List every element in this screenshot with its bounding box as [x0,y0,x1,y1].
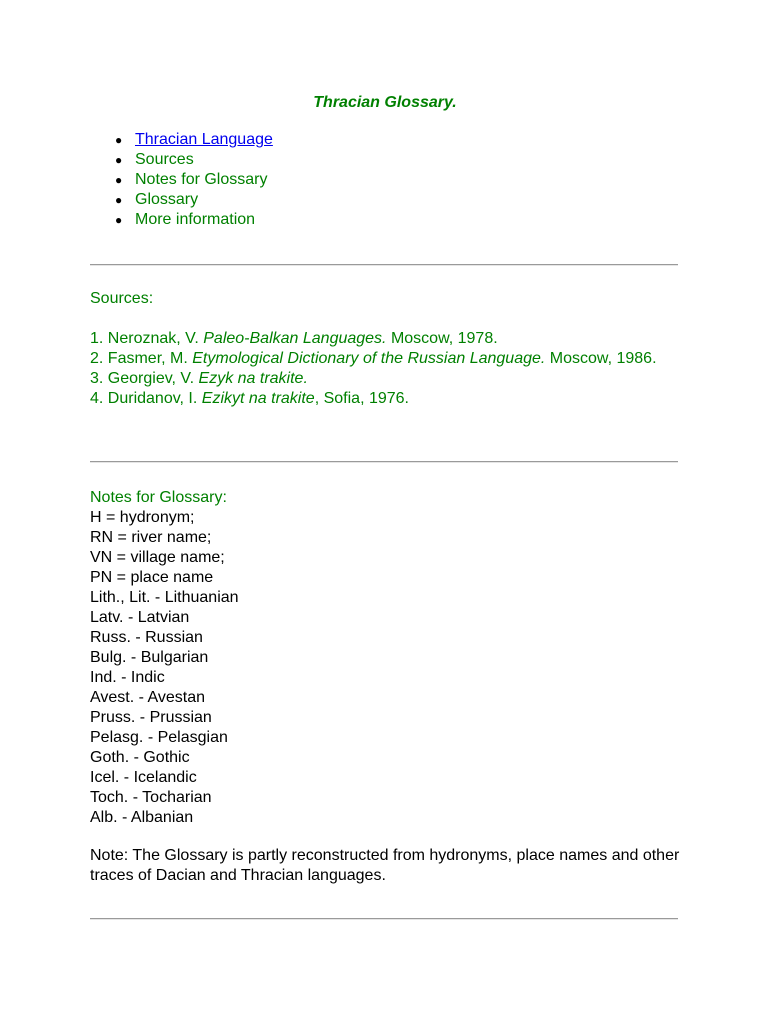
bullet-icon: ● [115,153,123,167]
glossary-link[interactable]: Glossary [135,191,199,208]
page-title: Thracian Glossary. [313,94,457,111]
toc-item-thracian-language[interactable] [90,130,273,150]
source-title: Paleo-Balkan Languages. [203,330,387,347]
source-title: Ezikyt na trakite [201,390,315,407]
note-line: Pelasg. - Pelasgian [90,729,228,746]
bullet-icon: ● [115,213,123,227]
notes-link[interactable]: Notes for Glossary [135,171,268,188]
divider [90,264,678,266]
note-line: Russ. - Russian [90,629,203,646]
bullet-icon: ● [115,173,123,187]
bullet-icon: ● [115,133,123,147]
note-line: Avest. - Avestan [90,689,206,706]
notes-section [90,488,680,886]
source-item [90,369,680,389]
source-author: 4. Duridanov, I. [90,390,202,407]
note-line: Latv. - Latvian [90,609,190,626]
note-line: Icel. - Icelandic [90,769,197,786]
source-publication: Moscow, 1978. [386,330,498,347]
sources-heading: Sources: [90,290,154,307]
sources-section [90,289,680,409]
toc-item-sources[interactable] [90,150,273,170]
note-line: H = hydronym; [90,509,195,526]
note-line: Pruss. - Prussian [90,709,212,726]
divider [90,461,678,463]
thracian-language-link[interactable]: Thracian Language [135,131,273,148]
divider [90,918,678,920]
source-author: 1. Neroznak, V. [90,330,204,347]
toc-item-glossary[interactable] [90,190,273,210]
toc-item-more-information[interactable] [90,210,273,230]
note-line: Lith., Lit. - Lithuanian [90,589,239,606]
note-line: PN = place name [90,569,214,586]
note-line: RN = river name; [90,529,212,546]
source-author: 3. Georgiev, V. [90,370,199,387]
note-line: VN = village name; [90,549,225,566]
source-title: Etymological Dictionary of the Russian Language. [192,350,546,367]
source-publication: , Sofia, 1976. [314,390,409,407]
table-of-contents [90,130,273,230]
note-line: Toch. - Tocharian [90,789,212,806]
note-line: Ind. - Indic [90,669,165,686]
source-item [90,389,680,409]
bullet-icon: ● [115,193,123,207]
note-line: Bulg. - Bulgarian [90,649,209,666]
glossary-note: Note: The Glossary is partly reconstructed from hydronyms, place names and other traces of Dacian and Thracian languages. [90,847,680,884]
source-author: 2. Fasmer, M. [90,350,193,367]
notes-heading: Notes for Glossary: [90,489,227,506]
note-line: Goth. - Gothic [90,749,190,766]
source-item [90,329,680,349]
source-item [90,349,680,369]
source-publication: Moscow, 1986. [545,350,657,367]
source-title: Ezyk na trakite. [198,370,308,387]
note-line: Alb. - Albanian [90,809,194,826]
toc-item-notes[interactable] [90,170,273,190]
sources-link[interactable]: Sources [135,151,194,168]
more-information-link[interactable]: More information [135,211,256,228]
